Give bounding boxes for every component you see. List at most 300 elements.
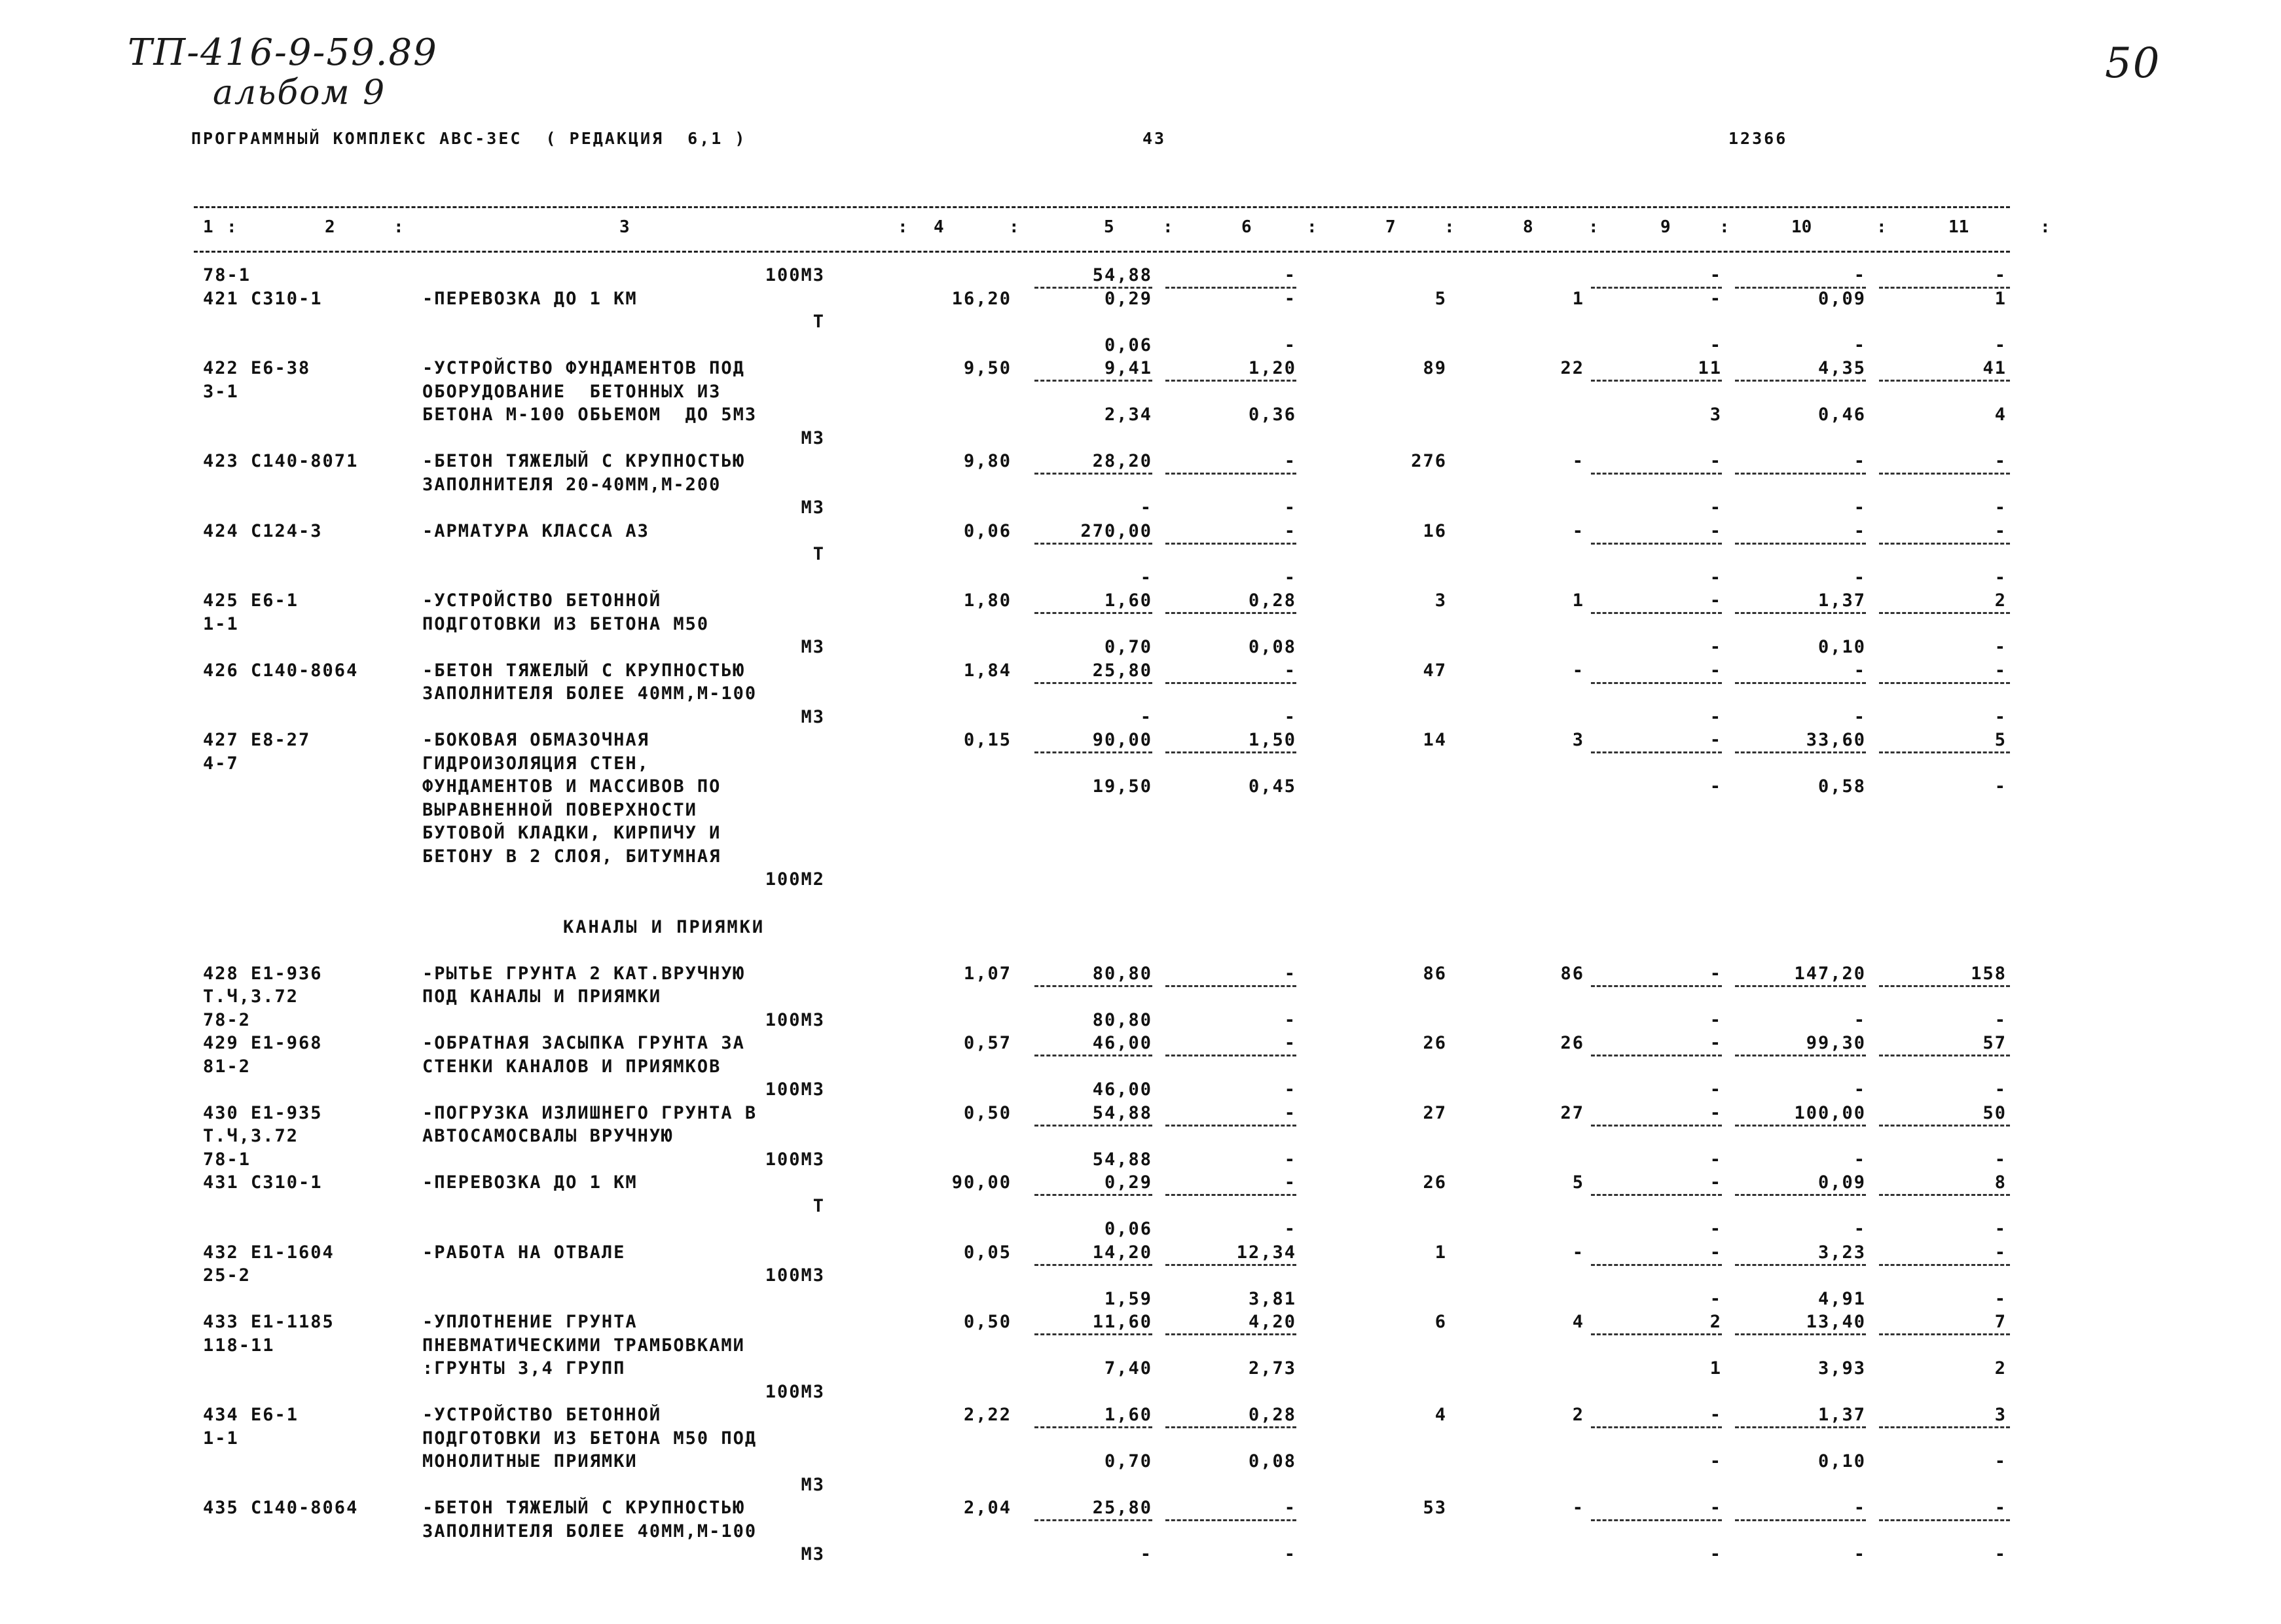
row-value-cell: 5 [1572, 1172, 1584, 1193]
row-value-cell: 3 [1709, 405, 1722, 425]
row-value-cell: - [1284, 963, 1296, 984]
row-description-cell: ПОДГОТОВКИ ИЗ БЕТОНА М50 [422, 613, 710, 634]
row-description-cell: СТЕНКИ КАНАЛОВ И ПРИЯМКОВ [422, 1056, 721, 1077]
row-description-cell: ФУНДАМЕНТОВ И МАССИВОВ ПО [422, 776, 721, 797]
row-value-cell: - [1572, 451, 1584, 471]
subtotal-rule [1879, 985, 2010, 987]
column-separator: : [1163, 217, 1173, 237]
row-value-cell: 26 [1423, 1033, 1447, 1053]
row-description-cell: 100М3 [765, 1009, 825, 1030]
row-value-cell: - [1284, 1219, 1296, 1239]
row-value-cell: - [1140, 497, 1152, 518]
row-value-cell: - [1853, 334, 1866, 355]
row-value-cell: 53 [1423, 1498, 1447, 1518]
row-value-cell: 0,57 [963, 1033, 1012, 1053]
subtotal-rule [1165, 473, 1296, 475]
row-value-cell: 0,06 [1104, 334, 1152, 355]
row-value-cell: 4,20 [1248, 1312, 1296, 1332]
row-value-cell: - [1284, 451, 1296, 471]
column-separator: : [227, 217, 237, 237]
row-value-cell: - [1709, 451, 1722, 471]
row-value-cell: 1,50 [1248, 730, 1296, 750]
row-value-cell: 27 [1560, 1102, 1584, 1123]
row-value-cell: - [1709, 1544, 1722, 1564]
row-value-cell: 0,45 [1248, 776, 1296, 797]
row-value-cell: - [1284, 1172, 1296, 1193]
subtotal-rule [1034, 1333, 1152, 1335]
subtotal-rule [1879, 1194, 2010, 1196]
row-value-cell: 16 [1423, 520, 1447, 541]
column-number-5: 5 [1104, 217, 1114, 237]
row-value-cell: 54,88 [1092, 265, 1152, 285]
subtotal-rule [1034, 473, 1152, 475]
row-value-cell: 90,00 [1092, 730, 1152, 750]
row-value-cell: 2,34 [1104, 405, 1152, 425]
row-value-cell: 0,10 [1817, 1451, 1866, 1471]
subtotal-rule [1034, 1519, 1152, 1521]
row-value-cell: 2,04 [963, 1498, 1012, 1518]
row-value-cell: 3 [1572, 730, 1584, 750]
row-value-cell: 12,34 [1236, 1242, 1296, 1263]
row-code-cell: 424 С124-3 [203, 520, 323, 541]
row-value-cell: - [1709, 1033, 1722, 1053]
row-value-cell: - [1284, 660, 1296, 681]
subtotal-rule [1879, 1125, 2010, 1127]
row-code-cell: 118-11 [203, 1335, 275, 1356]
row-value-cell: - [1853, 1498, 1866, 1518]
row-value-cell: 1,20 [1248, 358, 1296, 378]
row-description-cell: -АРМАТУРА КЛАССА А3 [422, 520, 649, 541]
row-value-cell: - [1994, 1498, 2007, 1518]
row-value-cell: 4 [1994, 405, 2007, 425]
row-value-cell: - [1994, 776, 2007, 797]
row-value-cell: 50 [1982, 1102, 2007, 1123]
row-value-cell: 1,80 [963, 590, 1012, 611]
row-value-cell: 1 [1572, 288, 1584, 309]
row-value-cell: - [1853, 706, 1866, 727]
row-value-cell: - [1994, 660, 2007, 681]
row-value-cell: - [1709, 1172, 1722, 1193]
column-separator: : [1009, 217, 1019, 237]
row-value-cell: 2 [1994, 590, 2007, 611]
row-description-cell: АВТОСАМОСВАЛЫ ВРУЧНУЮ [422, 1126, 674, 1146]
row-value-cell: 270,00 [1080, 520, 1152, 541]
row-description-cell: М3 [801, 637, 825, 657]
row-value-cell: - [1284, 1149, 1296, 1170]
row-value-cell: - [1284, 1079, 1296, 1100]
subtotal-rule [1591, 1194, 1722, 1196]
row-code-cell: 422 Е6-38 [203, 358, 311, 378]
row-value-cell: 54,88 [1092, 1102, 1152, 1123]
row-value-cell: - [1709, 1451, 1722, 1471]
column-separator: : [1719, 217, 1730, 237]
column-number-6: 6 [1241, 217, 1252, 237]
row-description-cell: -УПЛОТНЕНИЕ ГРУНТА [422, 1312, 638, 1332]
subtotal-rule [1735, 682, 1866, 684]
row-value-cell: 0,28 [1248, 1405, 1296, 1425]
row-value-cell: - [1284, 706, 1296, 727]
row-value-cell: - [1994, 567, 2007, 588]
subtotal-rule [1735, 1194, 1866, 1196]
subtotal-rule [1735, 985, 1866, 987]
row-value-cell: - [1709, 590, 1722, 611]
row-value-cell: - [1994, 1242, 2007, 1263]
subtotal-rule [1165, 612, 1296, 614]
row-description-cell: -ОБРАТНАЯ ЗАСЫПКА ГРУНТА ЗА [422, 1033, 745, 1053]
row-code-cell: 426 С140-8064 [203, 660, 359, 681]
subtotal-rule [1034, 682, 1152, 684]
subtotal-rule [1879, 1519, 2010, 1521]
subtotal-rule [1034, 985, 1152, 987]
row-description-cell: 100М3 [765, 1149, 825, 1170]
subtotal-rule [1879, 473, 2010, 475]
column-separator: : [393, 217, 404, 237]
row-code-cell: 421 С310-1 [203, 288, 323, 309]
row-description-cell: Т [812, 1195, 825, 1216]
subtotal-rule [1591, 1333, 1722, 1335]
row-value-cell: - [1709, 1405, 1722, 1425]
row-value-cell: - [1572, 520, 1584, 541]
subtotal-rule [1879, 1055, 2010, 1056]
row-code-cell: 78-1 [203, 1149, 251, 1170]
row-value-cell: 5 [1994, 730, 2007, 750]
subtotal-rule [1735, 1055, 1866, 1056]
row-value-cell: 2,22 [963, 1405, 1012, 1425]
subtotal-rule [1034, 543, 1152, 545]
row-value-cell: 9,41 [1104, 358, 1152, 378]
row-value-cell: 7,40 [1104, 1358, 1152, 1379]
row-value-cell: 3 [1994, 1405, 2007, 1425]
row-description-cell: :ГРУНТЫ 3,4 ГРУПП [422, 1358, 626, 1379]
row-value-cell: 0,58 [1817, 776, 1866, 797]
subtotal-rule [1165, 1055, 1296, 1056]
row-value-cell: 2,73 [1248, 1358, 1296, 1379]
row-value-cell: - [1709, 1288, 1722, 1309]
row-value-cell: 90,00 [951, 1172, 1012, 1193]
row-value-cell: - [1709, 1079, 1722, 1100]
row-value-cell: - [1853, 520, 1866, 541]
subtotal-rule [1165, 1125, 1296, 1127]
subtotal-rule [1591, 1519, 1722, 1521]
row-value-cell: 57 [1982, 1033, 2007, 1053]
row-code-cell: 1-1 [203, 1428, 239, 1449]
row-code-cell: 25-2 [203, 1265, 251, 1286]
subtotal-rule [1879, 1333, 2010, 1335]
row-value-cell: 1,59 [1104, 1288, 1152, 1309]
row-value-cell: - [1853, 1009, 1866, 1030]
row-description-cell: М3 [801, 706, 825, 727]
row-description-cell: Т [812, 544, 825, 564]
subtotal-rule [1591, 682, 1722, 684]
row-value-cell: 0,70 [1104, 637, 1152, 657]
row-code-cell: 3-1 [203, 381, 239, 402]
row-code-cell: 427 Е8-27 [203, 730, 311, 750]
row-value-cell: - [1709, 334, 1722, 355]
row-value-cell: 16,20 [951, 288, 1012, 309]
row-value-cell: 2 [1709, 1312, 1722, 1332]
column-number-9: 9 [1660, 217, 1671, 237]
row-value-cell: - [1140, 706, 1152, 727]
row-value-cell: 4 [1572, 1312, 1584, 1332]
row-value-cell: 0,05 [963, 1242, 1012, 1263]
row-code-cell: 81-2 [203, 1056, 251, 1077]
row-value-cell: - [1709, 1149, 1722, 1170]
program-header: ПРОГРАММНЫЙ КОМПЛЕКС АВС-3ЕС ( РЕДАКЦИЯ 6,1 ) [191, 129, 747, 148]
row-value-cell: 33,60 [1806, 730, 1866, 750]
row-value-cell: 1 [1572, 590, 1584, 611]
subtotal-rule [1591, 985, 1722, 987]
row-description-cell: 100М3 [765, 1079, 825, 1100]
row-value-cell: - [1709, 730, 1722, 750]
row-description-cell: ОБОРУДОВАНИЕ БЕТОННЫХ ИЗ [422, 381, 721, 402]
row-value-cell: - [1853, 567, 1866, 588]
row-description-cell: ЗАПОЛНИТЕЛЯ 20-40ММ,М-200 [422, 474, 721, 495]
row-value-cell: 3,93 [1817, 1358, 1866, 1379]
row-description-cell: -БЕТОН ТЯЖЕЛЫЙ С КРУПНОСТЬЮ [422, 1498, 745, 1518]
handwritten-project-code: ТП-416-9-59.89 [128, 31, 438, 74]
row-value-cell: - [1994, 637, 2007, 657]
row-value-cell: 0,06 [963, 520, 1012, 541]
row-value-cell: - [1853, 660, 1866, 681]
printout-page-number: 43 [1142, 129, 1167, 148]
row-value-cell: - [1709, 706, 1722, 727]
subtotal-rule [1735, 543, 1866, 545]
row-value-cell: 1,37 [1817, 590, 1866, 611]
row-value-cell: 41 [1982, 358, 2007, 378]
row-value-cell: - [1994, 1219, 2007, 1239]
row-description-cell: -УСТРОЙСТВО ФУНДАМЕНТОВ ПОД [422, 358, 745, 378]
row-value-cell: 19,50 [1092, 776, 1152, 797]
subtotal-rule [1591, 473, 1722, 475]
subtotal-rule [1165, 751, 1296, 753]
subtotal-rule [1735, 612, 1866, 614]
row-value-cell: 1 [1994, 288, 2007, 309]
subtotal-rule [1735, 1125, 1866, 1127]
row-value-cell: 0,50 [963, 1312, 1012, 1332]
subtotal-rule [1165, 1519, 1296, 1521]
row-value-cell: 4,35 [1817, 358, 1866, 378]
subtotal-rule [1165, 985, 1296, 987]
row-code-cell: Т.Ч,3.72 [203, 1126, 299, 1146]
row-value-cell: - [1853, 265, 1866, 285]
row-value-cell: - [1853, 451, 1866, 471]
row-description-cell: 100М3 [765, 265, 825, 285]
subtotal-rule [1165, 380, 1296, 382]
row-value-cell: - [1709, 1242, 1722, 1263]
row-value-cell: - [1140, 567, 1152, 588]
row-value-cell: - [1994, 520, 2007, 541]
row-value-cell: 89 [1423, 358, 1447, 378]
row-value-cell: - [1709, 637, 1722, 657]
row-value-cell: 0,08 [1248, 637, 1296, 657]
row-value-cell: - [1709, 1498, 1722, 1518]
row-value-cell: 1,07 [963, 963, 1012, 984]
row-value-cell: - [1994, 334, 2007, 355]
row-code-cell: 435 С140-8064 [203, 1498, 359, 1518]
subtotal-rule [1735, 751, 1866, 753]
subtotal-rule [1034, 1194, 1152, 1196]
row-value-cell: 1,60 [1104, 1405, 1152, 1425]
handwritten-album-number: альбом 9 [213, 73, 386, 113]
row-description-cell: 100М2 [765, 869, 825, 890]
row-value-cell: 6 [1434, 1312, 1447, 1332]
subtotal-rule [1591, 380, 1722, 382]
row-description-cell: 100М3 [765, 1265, 825, 1286]
row-value-cell: 47 [1423, 660, 1447, 681]
row-code-cell: 433 Е1-1185 [203, 1312, 335, 1332]
column-number-1: 1 [203, 217, 213, 237]
row-value-cell: 4,91 [1817, 1288, 1866, 1309]
row-value-cell: 0,06 [1104, 1219, 1152, 1239]
subtotal-rule [1735, 1426, 1866, 1428]
row-description-cell: М3 [801, 1474, 825, 1495]
row-value-cell: 11,60 [1092, 1312, 1152, 1332]
row-value-cell: 3 [1434, 590, 1447, 611]
column-separator: : [2040, 217, 2051, 237]
row-value-cell: - [1709, 1102, 1722, 1123]
row-value-cell: - [1994, 497, 2007, 518]
row-description-cell: М3 [801, 427, 825, 448]
subtotal-rule [1034, 612, 1152, 614]
row-description-cell: ПНЕВМАТИЧЕСКИМИ ТРАМБОВКАМИ [422, 1335, 745, 1356]
subtotal-rule [1034, 751, 1152, 753]
row-value-cell: - [1709, 660, 1722, 681]
row-description-cell: МОНОЛИТНЫЕ ПРИЯМКИ [422, 1451, 638, 1471]
row-value-cell: - [1284, 1033, 1296, 1053]
row-code-cell: 431 С310-1 [203, 1172, 323, 1193]
subtotal-rule [1879, 682, 2010, 684]
row-value-cell: - [1994, 1544, 2007, 1564]
row-value-cell: 14,20 [1092, 1242, 1152, 1263]
row-value-cell: 4 [1434, 1405, 1447, 1425]
row-description-cell: -БОКОВАЯ ОБМАЗОЧНАЯ [422, 730, 649, 750]
row-description-cell: М3 [801, 497, 825, 518]
row-description-cell: ГИДРОИЗОЛЯЦИЯ СТЕН, [422, 753, 649, 774]
row-value-cell: - [1572, 1498, 1584, 1518]
subtotal-rule [1735, 1519, 1866, 1521]
row-value-cell: 276 [1411, 451, 1447, 471]
row-value-cell: 3,81 [1248, 1288, 1296, 1309]
column-separator: : [1876, 217, 1887, 237]
row-value-cell: 80,80 [1092, 963, 1152, 984]
row-value-cell: 0,15 [963, 730, 1012, 750]
row-value-cell: 5 [1434, 288, 1447, 309]
row-value-cell: 25,80 [1092, 660, 1152, 681]
row-value-cell: 1 [1709, 1358, 1722, 1379]
row-value-cell: - [1709, 288, 1722, 309]
row-description-cell: -БЕТОН ТЯЖЕЛЫЙ С КРУПНОСТЬЮ [422, 660, 745, 681]
row-value-cell: 54,88 [1092, 1149, 1152, 1170]
row-value-cell: - [1284, 288, 1296, 309]
row-code-cell: 78-1 [203, 265, 251, 285]
row-description-cell: -УСТРОЙСТВО БЕТОННОЙ [422, 1405, 662, 1425]
subtotal-rule [1591, 1426, 1722, 1428]
row-value-cell: - [1994, 1149, 2007, 1170]
row-value-cell: - [1709, 265, 1722, 285]
handwritten-sheet-number: 50 [2105, 39, 2161, 88]
row-value-cell: - [1709, 567, 1722, 588]
row-description-cell: -РЫТЬЕ ГРУНТА 2 КАТ.ВРУЧНУЮ [422, 963, 745, 984]
column-separator: : [898, 217, 908, 237]
subtotal-rule [1034, 380, 1152, 382]
row-value-cell: 86 [1423, 963, 1447, 984]
row-description-cell: 100М3 [765, 1381, 825, 1402]
subtotal-rule [1735, 380, 1866, 382]
row-value-cell: - [1572, 1242, 1584, 1263]
row-value-cell: 0,28 [1248, 590, 1296, 611]
row-description-cell: БУТОВОЙ КЛАДКИ, КИРПИЧУ И [422, 823, 721, 843]
row-code-cell: 430 Е1-935 [203, 1102, 323, 1123]
row-value-cell: - [1284, 1102, 1296, 1123]
row-code-cell: 428 Е1-936 [203, 963, 323, 984]
subtotal-rule [1165, 543, 1296, 545]
subtotal-rule [1591, 751, 1722, 753]
column-number-11: 11 [1948, 217, 1969, 237]
row-value-cell: 25,80 [1092, 1498, 1152, 1518]
row-description-cell: Т [812, 312, 825, 332]
row-value-cell: - [1994, 1079, 2007, 1100]
row-value-cell: - [1994, 1451, 2007, 1471]
row-value-cell: 7 [1994, 1312, 2007, 1332]
row-value-cell: - [1140, 1544, 1152, 1564]
column-separator: : [1444, 217, 1455, 237]
row-value-cell: - [1994, 451, 2007, 471]
subtotal-rule [1879, 612, 2010, 614]
subtotal-rule [1735, 1333, 1866, 1335]
column-number-2: 2 [325, 217, 335, 237]
row-value-cell: - [1853, 1079, 1866, 1100]
subtotal-rule [1591, 612, 1722, 614]
row-value-cell: 8 [1994, 1172, 2007, 1193]
column-number-10: 10 [1791, 217, 1812, 237]
row-description-cell: ЗАПОЛНИТЕЛЯ БОЛЕЕ 40ММ,М-100 [422, 1521, 757, 1542]
row-value-cell: 28,20 [1092, 451, 1152, 471]
row-description-cell: -ПЕРЕВОЗКА ДО 1 КМ [422, 288, 638, 309]
subtotal-rule [1591, 1125, 1722, 1127]
row-code-cell: 429 Е1-968 [203, 1033, 323, 1053]
row-value-cell: 13,40 [1806, 1312, 1866, 1332]
row-description-cell: М3 [801, 1544, 825, 1564]
row-value-cell: - [1709, 520, 1722, 541]
row-value-cell: 0,09 [1817, 288, 1866, 309]
row-value-cell: - [1853, 1219, 1866, 1239]
row-code-cell: Т.Ч,3.72 [203, 986, 299, 1007]
subtotal-rule [1165, 1264, 1296, 1266]
subtotal-rule [1591, 1055, 1722, 1056]
column-separator: : [1307, 217, 1317, 237]
section-title: КАНАЛЫ И ПРИЯМКИ [563, 916, 765, 937]
row-code-cell: 423 С140-8071 [203, 451, 359, 471]
row-value-cell: 80,80 [1092, 1009, 1152, 1030]
row-value-cell: - [1709, 1219, 1722, 1239]
row-value-cell: 46,00 [1092, 1033, 1152, 1053]
row-value-cell: 27 [1423, 1102, 1447, 1123]
subtotal-rule [1165, 682, 1296, 684]
row-description-cell: -РАБОТА НА ОТВАЛЕ [422, 1242, 626, 1263]
subtotal-rule [1735, 473, 1866, 475]
row-value-cell: 86 [1560, 963, 1584, 984]
row-value-cell: - [1709, 1009, 1722, 1030]
row-description-cell: ПОДГОТОВКИ ИЗ БЕТОНА М50 ПОД [422, 1428, 757, 1449]
row-value-cell: 3,23 [1817, 1242, 1866, 1263]
row-value-cell: - [1284, 520, 1296, 541]
row-code-cell: 432 Е1-1604 [203, 1242, 335, 1263]
row-value-cell: 26 [1560, 1033, 1584, 1053]
row-value-cell: 147,20 [1794, 963, 1866, 984]
row-value-cell: 0,29 [1104, 288, 1152, 309]
subtotal-rule [1591, 543, 1722, 545]
row-value-cell: 14 [1423, 730, 1447, 750]
